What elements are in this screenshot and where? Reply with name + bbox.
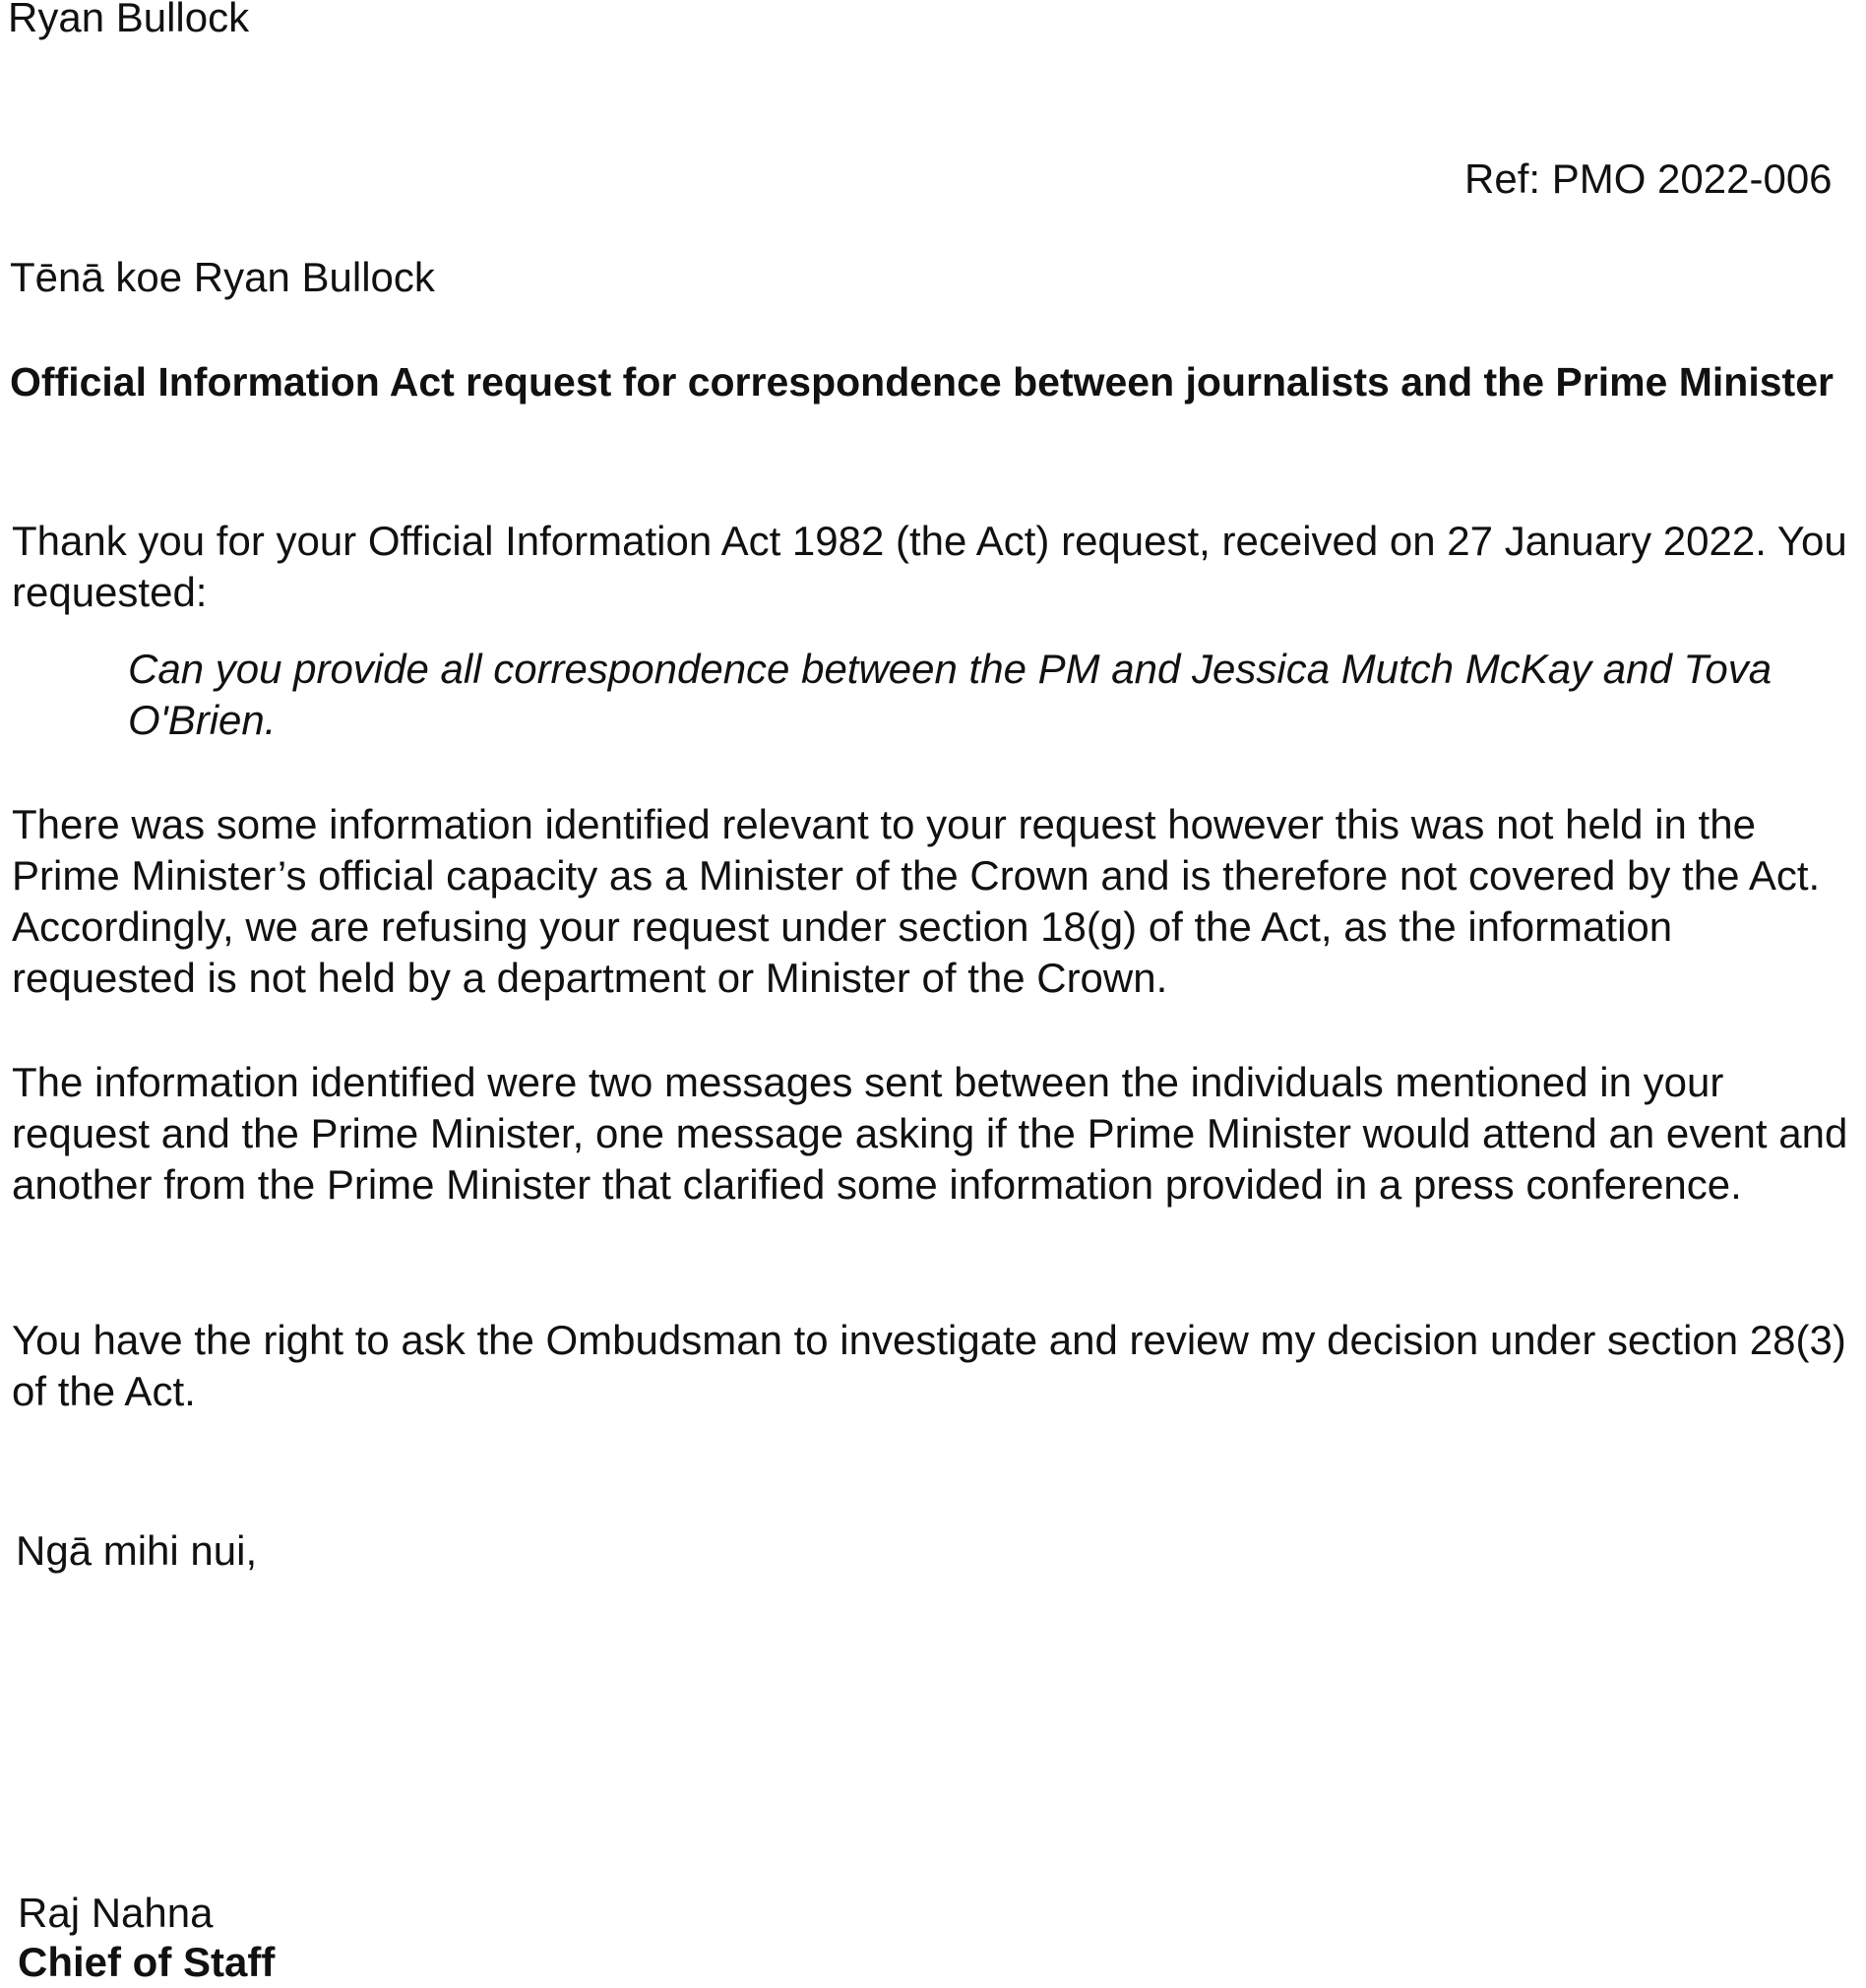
recipient-name: Ryan Bullock xyxy=(8,0,250,40)
reference-number: Ref: PMO 2022-006 xyxy=(1464,155,1833,202)
intro-paragraph: Thank you for your Official Information Act 1982 (the Act) request, received on 27 January 2022. You requested: xyxy=(12,518,1847,615)
decision-paragraph: There was some information identified relevant to your request however this was not held in the Prime Minister’s official capacity as a Minister of the Crown and is therefore not covered by the Act. Accordingly, we are refusing your request under section 18(g) of the Act, as the information requested is not held by a department or Minister of the Crown. xyxy=(12,801,1821,1001)
signer-title: Chief of Staff xyxy=(18,1939,276,1985)
rights-paragraph: You have the right to ask the Ombudsman to investigate and review my decision under section 28(3) of the Act. xyxy=(12,1317,1846,1414)
quoted-request: Can you provide all correspondence between the PM and Jessica Mutch McKay and Tova O'Brien. xyxy=(128,646,1773,743)
greeting: Tēnā koe Ryan Bullock xyxy=(10,254,435,300)
details-paragraph: The information identified were two messages sent between the individuals mentioned in your request and the Prime Minister, one message asking if the Prime Minister would attend an event and another from the Prime Minister that clarified some information provided in a press conference. xyxy=(12,1059,1848,1208)
signer-name: Raj Nahna xyxy=(18,1890,214,1936)
closing: Ngā mihi nui, xyxy=(16,1527,258,1574)
letter-subject: Official Information Act request for correspondence between journalists and the Prime Minister xyxy=(10,359,1834,404)
